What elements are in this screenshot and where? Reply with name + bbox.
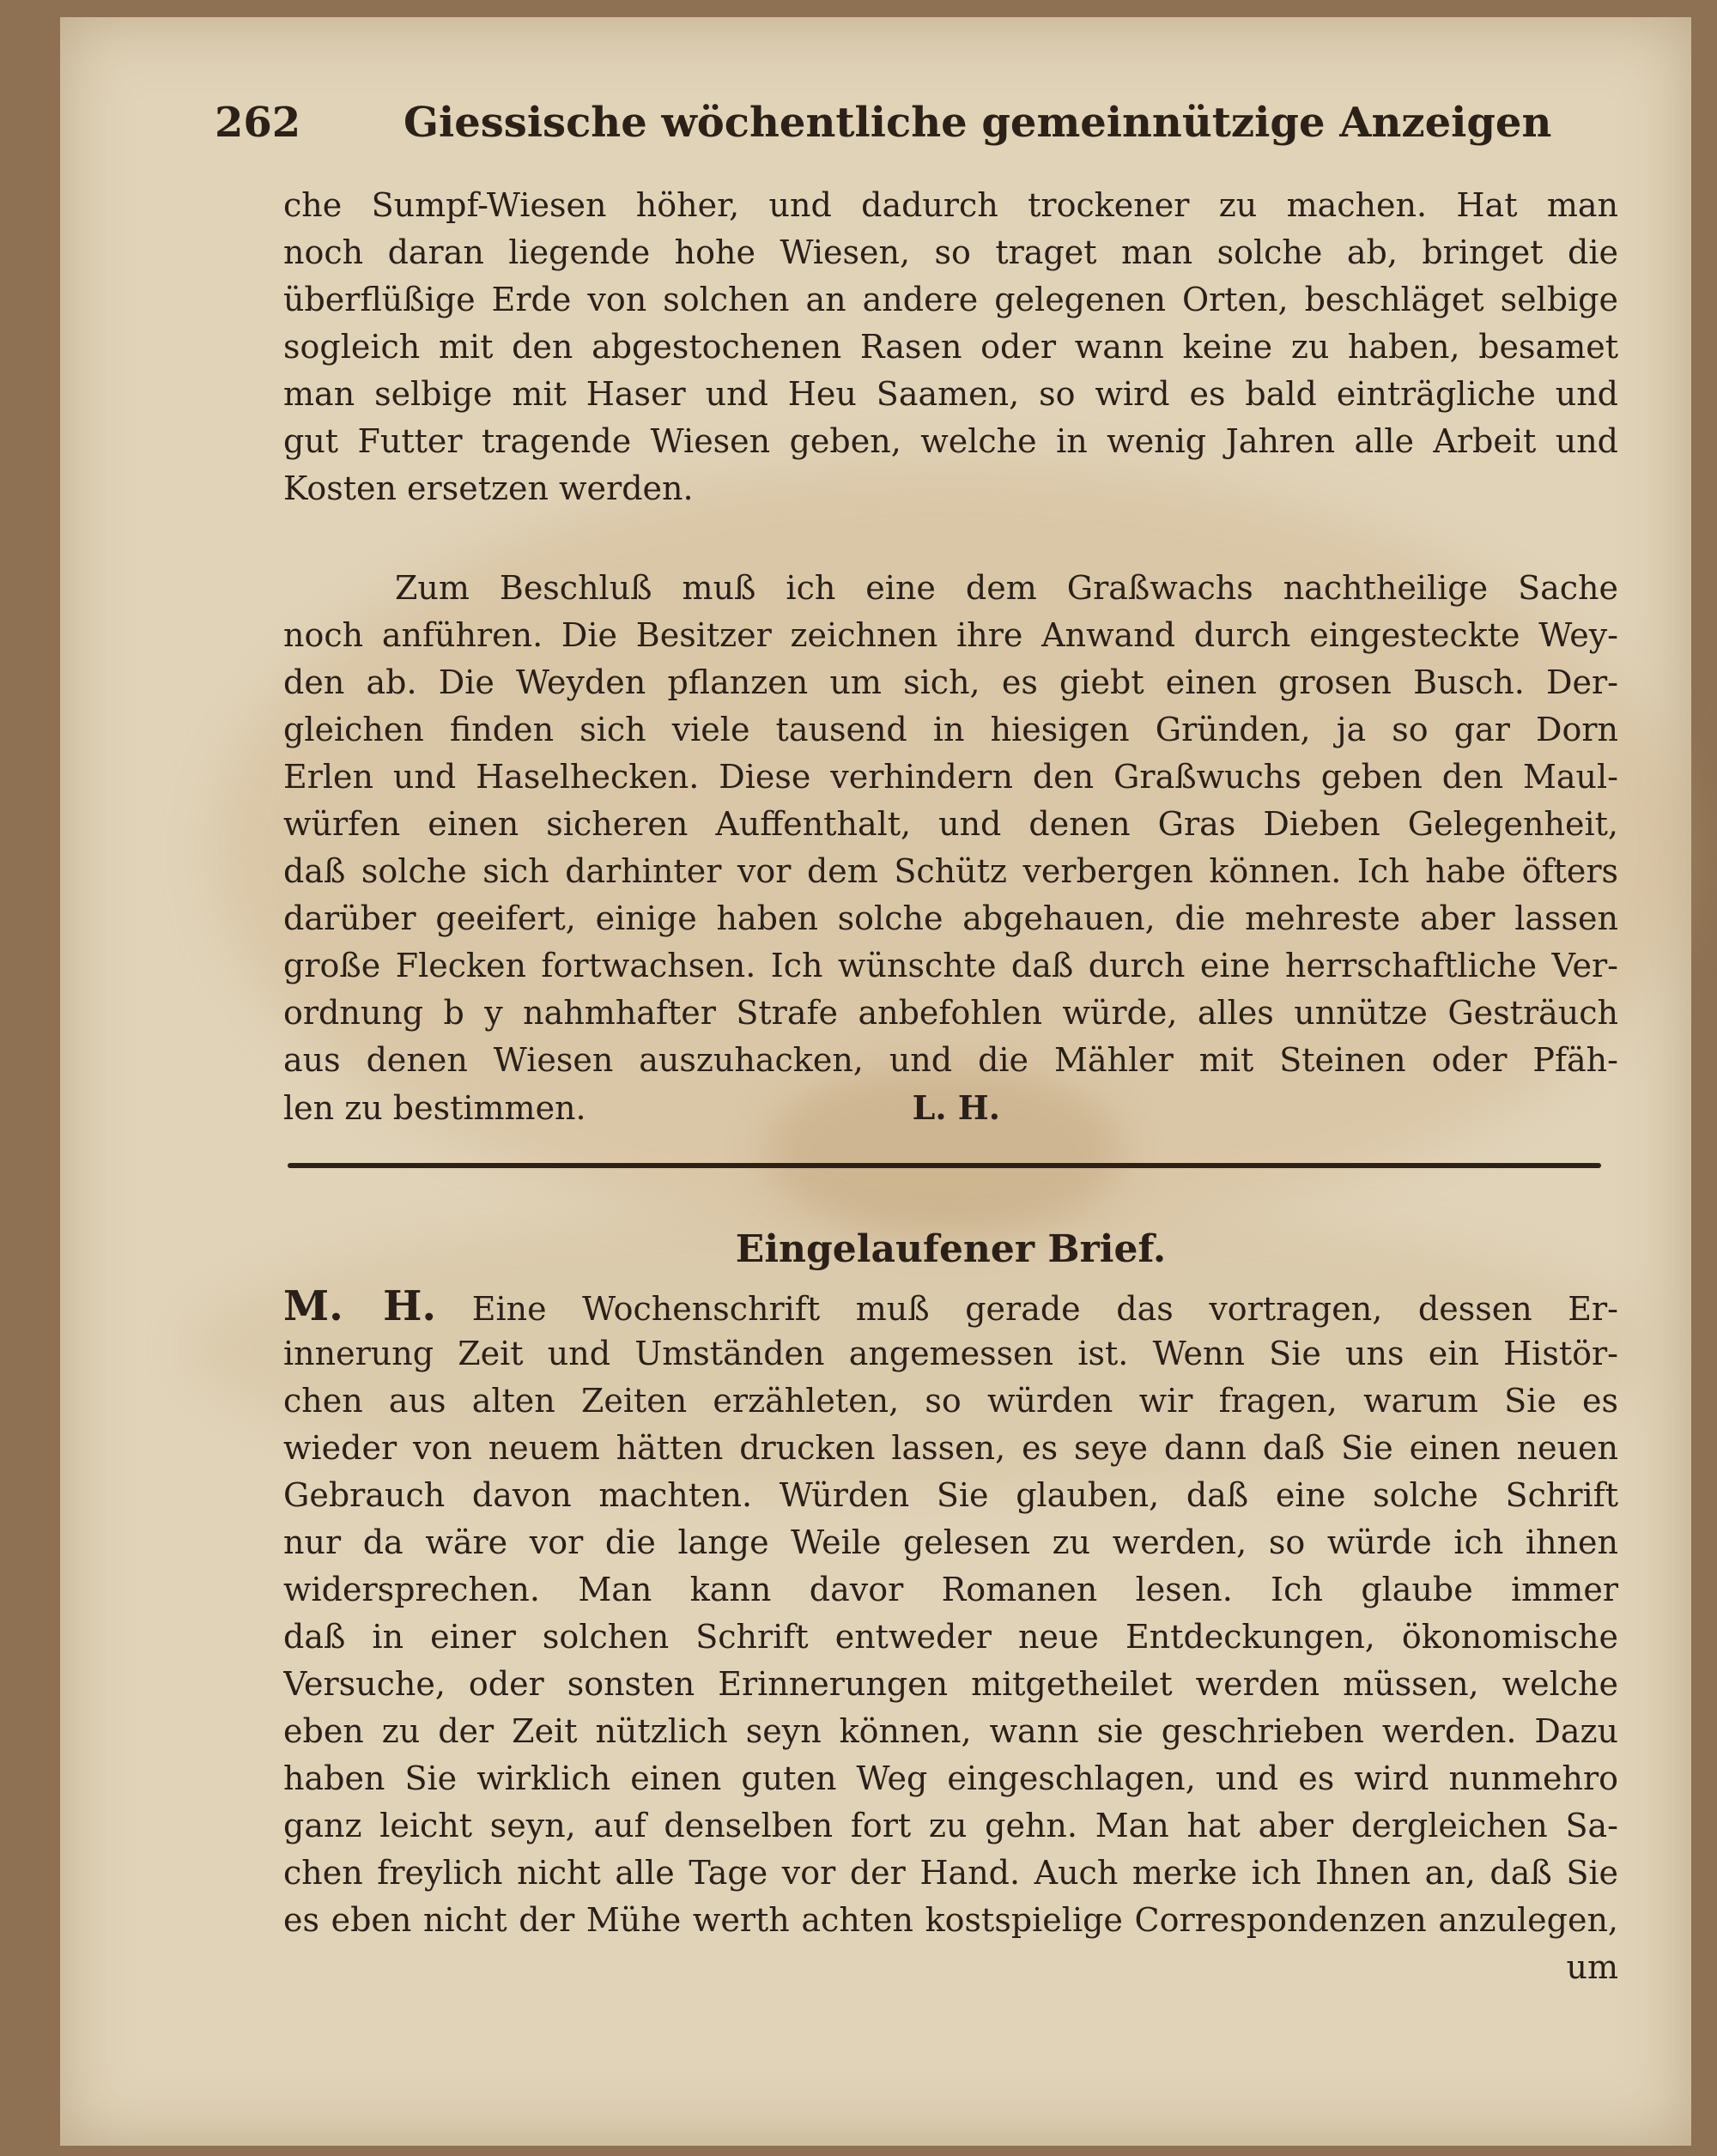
letter-first-line: [283, 1283, 1618, 1330]
author-signature: L. H.: [912, 1088, 1000, 1127]
catchword: um: [1566, 1948, 1618, 1986]
text-line: darüber geeifert, einige haben solche abgehauen, die mehreste aber lassen: [283, 899, 1618, 937]
text-line: Versuche, oder sonsten Erinnerungen mitgetheilet werden müssen, welche: [283, 1665, 1618, 1703]
text-line: sogleich mit den abgestochenen Rasen oder wann keine zu haben, besamet: [283, 328, 1618, 366]
text-line: es eben nicht der Mühe werth achten kostspielige Correspondenzen anzulegen,: [283, 1901, 1618, 1939]
text-line: den ab. Die Weyden pflanzen um sich, es giebt einen grosen Busch. Der-: [283, 663, 1618, 701]
text-line: widersprechen. Man kann davor Romanen lesen. Ich glaube immer: [283, 1571, 1618, 1608]
paragraph-continuation: [283, 182, 1618, 512]
text-line: noch anführen. Die Besitzer zeichnen ihre Anwand durch eingesteckte Wey-: [283, 616, 1618, 654]
text-line: aus denen Wiesen auszuhacken, und die Mähler mit Steinen oder Pfäh-: [283, 1041, 1618, 1079]
text-line: chen aus alten Zeiten erzähleten, so würden wir fragen, warum Sie es: [283, 1382, 1618, 1420]
salutation: M. H.: [283, 1283, 437, 1330]
text-line: innerung Zeit und Umständen angemessen ist. Wenn Sie uns ein Histör-: [283, 1335, 1618, 1372]
text-line: daß solche sich darhinter vor dem Schütz verbergen können. Ich habe öfters: [283, 852, 1618, 890]
text-line: wieder von neuem hätten drucken lassen, es seye dann daß Sie einen neuen: [283, 1429, 1618, 1467]
letter-body: [283, 1283, 1618, 1991]
text-line: würfen einen sicheren Auffenthalt, und denen Gras Dieben Gelegenheit,: [283, 805, 1618, 843]
paragraph-conclusion: [283, 565, 1618, 1131]
text-line: daß in einer solchen Schrift entweder neue Entdeckungen, ökonomische: [283, 1618, 1618, 1656]
text-line: Zum Beschluß muß ich eine dem Graßwachs nachtheilige Sache: [395, 569, 1618, 607]
text-line: überflüßige Erde von solchen an andere gelegenen Orten, beschläget selbige: [283, 281, 1618, 318]
page-header: [215, 99, 1552, 159]
text-line: gut Futter tragende Wiesen geben, welche in wenig Jahren alle Arbeit und: [283, 422, 1618, 460]
text-line: gleichen finden sich viele tausend in hiesigen Gründen, ja so gar Dorn: [283, 711, 1618, 748]
text-line: chen freylich nicht alle Tage vor der Hand. Auch merke ich Ihnen an, daß Sie: [283, 1854, 1618, 1892]
text-line: noch daran liegende hohe Wiesen, so traget man solche ab, bringet die: [283, 233, 1618, 271]
text-line: Erlen und Haselhecken. Diese verhindern den Graßwuchs geben den Maul-: [283, 758, 1618, 796]
text-line: ordnung b y nahmhafter Strafe anbefohlen würde, alles unnütze Gesträuch: [283, 994, 1618, 1032]
section-title: Eingelaufener Brief.: [735, 1227, 1167, 1271]
text-line: len zu bestimmen.: [283, 1089, 586, 1127]
page-number: 262: [215, 99, 301, 147]
text-line: eben zu der Zeit nützlich seyn können, wann sie geschrieben werden. Dazu: [283, 1712, 1618, 1750]
text-line: nur da wäre vor die lange Weile gelesen zu werden, so würde ich ihnen: [283, 1523, 1618, 1561]
running-title: Giessische wöchentliche gemeinnützige Anzeigen: [403, 99, 1552, 147]
text-line: man selbige mit Haser und Heu Saamen, so wird es bald einträgliche und: [283, 375, 1618, 413]
text-line: haben Sie wirklich einen guten Weg eingeschlagen, und es wird nunmehro: [283, 1759, 1618, 1797]
text-line-with-signature: [283, 1084, 1618, 1131]
text-line: große Flecken fortwachsen. Ich wünschte daß durch eine herrschaftliche Ver-: [283, 947, 1618, 984]
text-line: Eine Wochenschrift muß gerade das vortragen, dessen Er-: [471, 1290, 1618, 1328]
text-line: Gebrauch davon machten. Würden Sie glauben, daß eine solche Schrift: [283, 1476, 1618, 1514]
text-line: ganz leicht seyn, auf denselben fort zu gehn. Man hat aber dergleichen Sa-: [283, 1807, 1618, 1844]
text-line: che Sumpf-Wiesen höher, und dadurch trockener zu machen. Hat man: [283, 186, 1618, 224]
text-line: Kosten ersetzen werden.: [283, 469, 694, 507]
section-divider: [288, 1163, 1601, 1168]
